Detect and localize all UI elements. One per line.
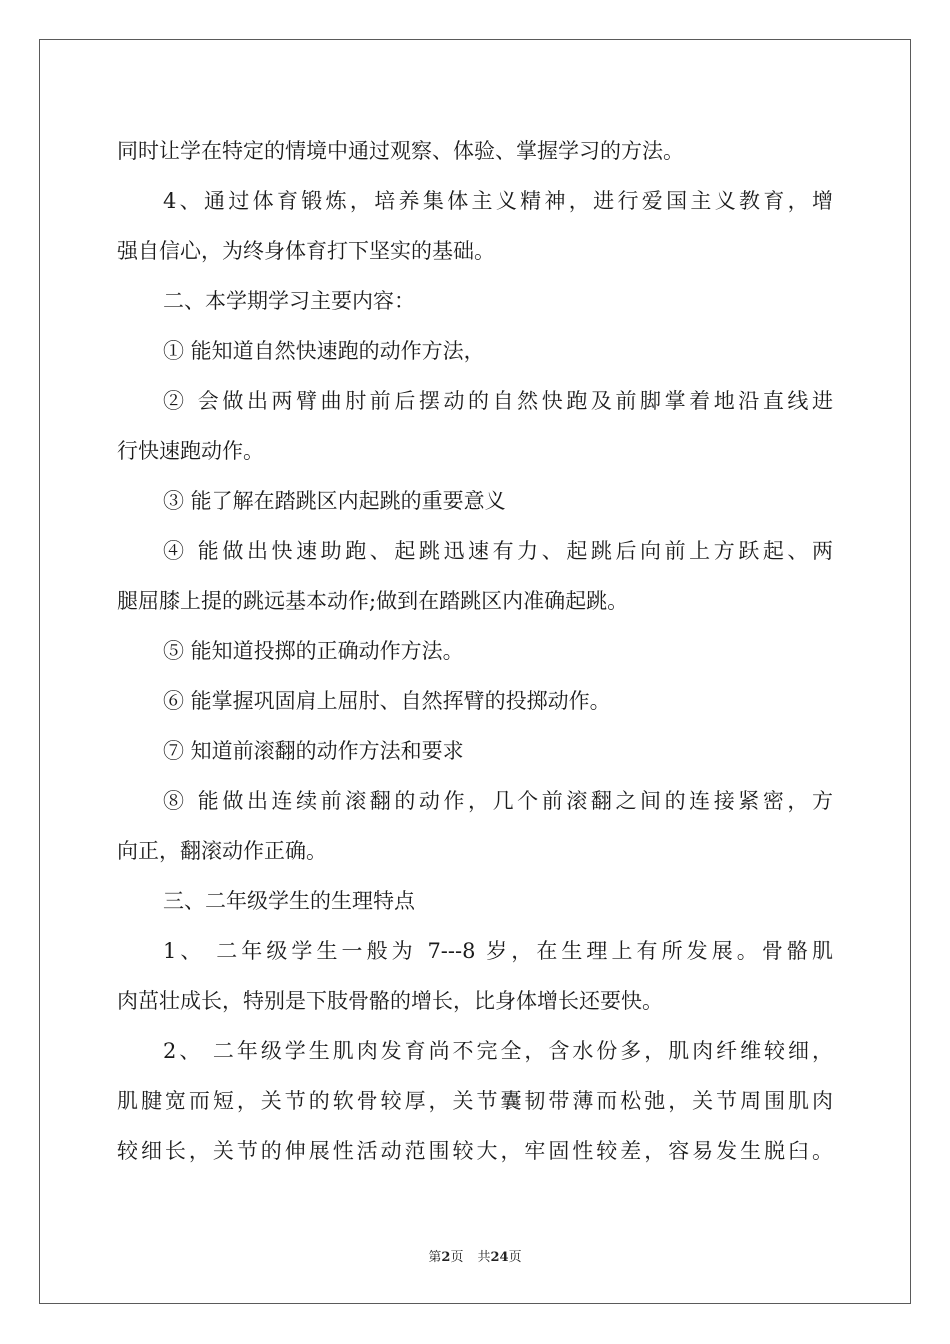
text-line: 三、二年级学生的生理特点	[163, 889, 415, 913]
text-line: 1、 二年级学生一般为 7---8 岁，在生理上有所发展。骨骼肌	[163, 939, 833, 963]
document-body	[117, 126, 833, 1176]
text-line: 肌腱宽而短，关节的软骨较厚，关节囊韧带薄而松弛，关节周围肌肉	[117, 1089, 833, 1113]
text-line: ⑧ 能做出连续前滚翻的动作，几个前滚翻之间的连接紧密，方	[163, 789, 833, 813]
text-line: ⑦ 知道前滚翻的动作方法和要求	[163, 739, 464, 763]
text-line: ⑤ 能知道投掷的正确动作方法。	[163, 639, 464, 663]
text-line: 较细长，关节的伸展性活动范围较大，牢固性较差，容易发生脱臼。	[117, 1139, 833, 1163]
text-line: ① 能知道自然快速跑的动作方法，	[163, 339, 485, 363]
page-footer	[0, 1246, 950, 1265]
text-line: ③ 能了解在踏跳区内起跳的重要意义	[163, 489, 506, 513]
text-line: 2、 二年级学生肌肉发育尚不完全，含水份多，肌肉纤维较细，	[163, 1039, 833, 1063]
text-line: 肉茁壮成长，特别是下肢骨骼的增长，比身体增长还要快。	[117, 989, 663, 1013]
text-line: 二、本学期学习主要内容：	[163, 289, 415, 313]
page-label-prefix: 第	[428, 1250, 442, 1265]
text-line: 同时让学在特定的情境中通过观察、体验、掌握学习的方法。	[117, 139, 684, 163]
total-page-number: 24	[490, 1250, 509, 1265]
total-label-prefix: 共	[477, 1250, 491, 1265]
text-line: ② 会做出两臂曲肘前后摆动的自然快跑及前脚掌着地沿直线进	[163, 389, 833, 413]
text-line: ⑥ 能掌握巩固肩上屈肘、自然挥臂的投掷动作。	[163, 689, 611, 713]
text-line: 4、通过体育锻炼，培养集体主义精神，进行爱国主义教育，增	[163, 189, 833, 213]
page-label-suffix: 页	[450, 1250, 464, 1265]
total-label-suffix: 页	[508, 1250, 522, 1265]
text-line: 强自信心，为终身体育打下坚实的基础。	[117, 239, 495, 263]
text-line: 腿屈膝上提的跳远基本动作;做到在踏跳区内准确起跳。	[117, 589, 629, 613]
text-line: ④ 能做出快速助跑、起跳迅速有力、起跳后向前上方跃起、两	[163, 539, 833, 563]
current-page-number: 2	[441, 1250, 451, 1265]
text-line: 向正，翻滚动作正确。	[117, 839, 327, 863]
text-line: 行快速跑动作。	[117, 439, 264, 463]
